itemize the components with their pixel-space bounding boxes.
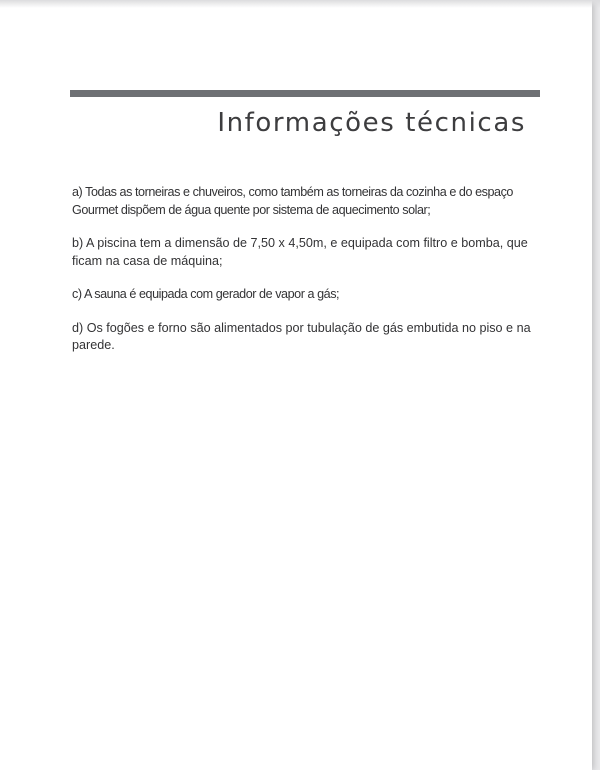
page-title: Informações técnicas — [217, 108, 526, 138]
paragraph-c: c) A sauna é equipada com gerador de vapor a gás; — [72, 287, 340, 301]
header-rule — [70, 90, 540, 97]
top-edge-shadow — [0, 0, 600, 8]
paragraph-b: b) A piscina tem a dimensão de 7,50 x 4,50m, e equipada com filtro e bomba, que ficam na casa de máquina; — [72, 236, 528, 268]
paragraph-a: a) Todas as torneiras e chuveiros, como também as torneiras da cozinha e do espaço Gourmet dispõem de água quente por sistema de aquecimento solar; — [72, 185, 513, 217]
content-body — [72, 184, 534, 371]
paragraph-d: d) Os fogões e forno são alimentados por tubulação de gás embutida no piso e na parede. — [72, 320, 531, 352]
